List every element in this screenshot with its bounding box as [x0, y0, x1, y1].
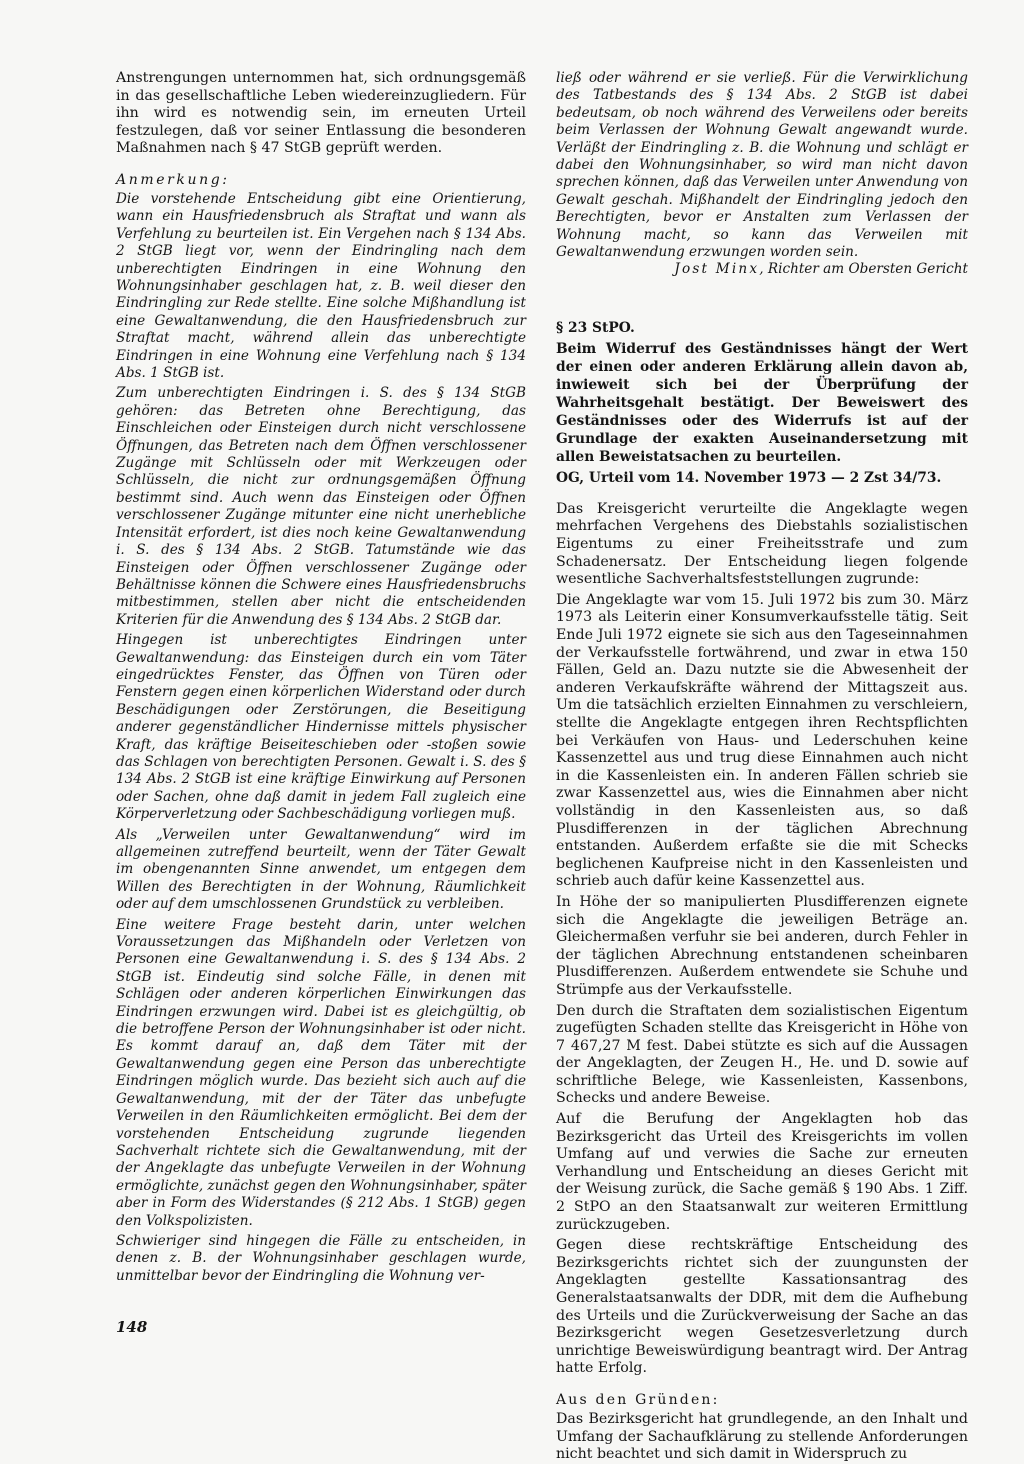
anmerkung-paragraph-3: Hingegen ist unberechtigtes Eindringen unter Gewaltanwendung: das Einsteigen durch ein vom Täter eingedrücktes Fenster, das Öffnen von Türen oder Fenstern gegen einen körperlichen Widerstand oder durch Beschädigungen oder Zerstörungen, die Beseitigung anderer gegenständlicher Hindernisse mittels physischer Kraft, das kräftige Beiseiteschieben oder -stoßen sowie das Schlagen von berechtigten Personen. Gewalt i. S. des § 134 Abs. 2 StGB ist eine kräftige Einwirkung auf Personen oder Sachen, ohne daß damit in jedem Fall zugleich eine Körperverletzung oder Sachbeschädigung vorliegen muß.	[116, 632, 526, 823]
author-name: Jost Minx	[674, 261, 760, 278]
court-citation: OG, Urteil vom 14. November 1973 — 2 Zst 34/73.	[556, 469, 942, 486]
headnote: Beim Widerruf des Geständnisses hängt der Wert der einen oder anderen Erklärung allein davon ab, inwieweit sich bei der Überprüfung der Wahrheitsgehalt bestätigt. Der Beweiswert des Geständnisses oder des Widerrufs ist auf der Grundlage der exakten Auseinandersetzung mit allen Beweistatsachen zu beurteilen.	[556, 340, 968, 465]
right-column	[556, 70, 968, 1464]
anmerkung-paragraph-1: Die vorstehende Entscheidung gibt eine Orientierung, wann ein Hausfriedensbruch als Straftat und wann als Verfehlung zu beurteilen ist. Ein Vergehen nach § 134 Abs. 2 StGB liegt vor, wenn der Eindringling nach dem unberechtigten Eindringen in eine Wohnung den Wohnungsinhaber geschlagen hat, z. B. weil dieser den Eindringling zur Rede stellte. Eine solche Mißhandlung ist eine Gewaltanwendung, die den Hausfriedensbruch zur Straftat macht, während allein das unberechtigte Eindringen in eine Wohnung eine Verfehlung nach § 134 Abs. 1 StGB ist.	[116, 190, 526, 382]
facts-paragraph-6: Gegen diese rechtskräftige Entscheidung des Bezirksgerichts richtet sich der zuungunsten der Angeklagten gestellte Kassationsantrag des Generalstaatsanwalts der DDR, mit dem die Aufhebung des Urteils und die Zurückverweisung der Sache an das Bezirksgericht wegen Gesetzesverletzung durch unrichtige Beweiswürdigung beantragt wird. Der Antrag hatte Erfolg.	[556, 1237, 968, 1377]
facts-paragraph-3: In Höhe der so manipulierten Plusdifferenzen eignete sich die Angeklagte die jeweiligen Beträge an. Gleichermaßen verfuhr sie bei anderen, durch Fehler in der täglichen Abrechnung entstandenen scheinbaren Plusdifferenzen. Außerdem entwendete sie Schuhe und Strümpfe aus der Verkaufsstelle.	[556, 893, 968, 998]
anmerkung-paragraph-5: Eine weitere Frage besteht darin, unter welchen Voraussetzungen das Mißhandeln oder Verletzen von Personen eine Gewaltanwendung i. S. des § 134 Abs. 2 StGB ist. Eindeutig sind solche Fälle, in denen mit Schlägen oder anderen körperlichen Einwirkungen das Eindringen erzwungen wird. Dabei ist es gleichgültig, ob die betroffene Person der Wohnungsinhaber ist oder nicht. Es kommt darauf an, daß dem Täter mit der Gewaltanwendung gegen eine Person das unberechtigte Eindringen möglich wurde. Das bezieht sich auch auf die Gewaltanwendung, mit der der Täter das unbefugte Verweilen in den Räumlichkeiten ermöglicht. Bei dem der vorstehenden Entscheidung zugrunde liegenden Sachverhalt richtete sich die Gewaltanwendung, mit der der Angeklagte das unbefugte Verweilen in der Wohnung ermöglichte, zunächst gegen den Wohnungsinhaber, später aber in Form des Widerstandes (§ 212 Abs. 1 StGB) gegen den Volkspolizisten.	[116, 916, 526, 1229]
anmerkung-heading: Anmerkung:	[116, 171, 230, 188]
gruende-paragraph: Das Bezirksgericht hat grundlegende, an den Inhalt und Umfang der Sachaufklärung zu stellende Anforderungen nicht beachtet und sich damit in Widerspruch zu	[556, 1410, 968, 1463]
anmerkung-paragraph-2: Zum unberechtigten Eindringen i. S. des § 134 StGB gehören: das Betreten ohne Berechtigung, das Einschleichen oder Einsteigen durch nicht verschlossene Öffnungen, das Betreten nach dem Öffnen verschlossener Zugänge mit Schlüsseln oder mit Werkzeugen oder Schlüsseln, die nicht zur ordnungsgemäßen Öffnung bestimmt sind. Auch wenn das Einsteigen oder Öffnen verschlossener Zugänge mitunter eine nicht unerhebliche Intensität erfordert, ist dies noch keine Gewaltanwendung i. S. des § 134 Abs. 2 StGB. Tatumstände wie das Einsteigen oder Öffnen verschlossener Zugänge oder Behältnisse können die Schwere eines Hausfriedensbruchs mitbestimmen, stellen aber nicht die entscheidenden Kriterien für die Anwendung des § 134 Abs. 2 StGB dar.	[116, 385, 526, 628]
anmerkung-continuation: ließ oder während er sie verließ. Für die Verwirklichung des Tatbestands des § 134 Abs. 2 StGB ist dabei bedeutsam, ob noch während des Verweilens oder bereits beim Verlassen der Wohnung Gewalt angewandt wurde. Verläßt der Eindringling z. B. die Wohnung und schlägt er dabei den Wohnungsinhaber, so wird man nicht davon sprechen können, daß das Verweilen unter Anwendung von Gewalt geschah. Mißhandelt der Eindringling jedoch den Berechtigten, bevor er Anstalten zum Verlassen der Wohnung macht, so kann das Verweilen mit Gewaltanwendung erzwungen worden sein.	[556, 70, 968, 261]
anmerkung-paragraph-6: Schwieriger sind hingegen die Fälle zu entscheiden, in denen z. B. der Wohnungsinhaber geschlagen wurde, unmittelbar bevor der Eindringling die Wohnung ver-	[116, 1232, 526, 1284]
author-title: , Richter am Obersten Gericht	[759, 261, 968, 278]
left-column	[116, 70, 526, 1285]
facts-paragraph-1: Das Kreisgericht verurteilte die Angeklagte wegen mehrfachen Vergehens des Diebstahls sozialistischen Eigentums zu einer Freiheitsstrafe und zum Schadenersatz. Der Entscheidung liegen folgende wesentliche Sachverhaltsfeststellungen zugrunde:	[556, 500, 968, 588]
facts-paragraph-5: Auf die Berufung der Angeklagten hob das Bezirksgericht das Urteil des Kreisgerichts im vollen Umfang auf und verwies die Sache zur erneuten Verhandlung und Entscheidung an dieses Gericht mit der Weisung zurück, die Sache gemäß § 190 Abs. 1 Ziff. 2 StPO an den Staatsanwalt zur weiteren Ermittlung zurückzugeben.	[556, 1111, 968, 1233]
section-reference: § 23 StPO.	[556, 319, 635, 336]
intro-paragraph: Anstrengungen unternommen hat, sich ordnungsgemäß in das gesellschaftliche Leben wiedereinzugliedern. Für ihn wird es notwendig sein, im erneuten Urteil festzulegen, daß vor seiner Entlassung die besonderen Maßnahmen nach § 47 StGB geprüft werden.	[116, 70, 526, 157]
facts-paragraph-4: Den durch die Straftaten dem sozialistischen Eigentum zugefügten Schaden stellte das Kreisgericht in Höhe von 7 467,27 M fest. Dabei stützte es sich auf die Aussagen der Angeklagten, der Zeugen H., He. und D. sowie auf schriftliche Belege, wie Kassenleisten, Kassenbons, Schecks und andere Beweise.	[556, 1002, 968, 1107]
gruende-heading: Aus den Gründen:	[556, 1391, 720, 1408]
facts-paragraph-2: Die Angeklagte war vom 15. Juli 1972 bis zum 30. März 1973 als Leiterin einer Konsumverkaufsstelle tätig. Seit Ende Juli 1972 eignete sie sich aus den Tageseinnahmen der Verkaufsstelle fortwährend, und zwar in etwa 150 Fällen, Geld an. Dazu nutzte sie die Abwesenheit der anderen Verkaufskräfte während der Mittagszeit aus. Um die tatsächlich erzielten Einnahmen zu verschleiern, stellte die Angeklagte entgegen ihren Rechtspflichten bei Verkäufen von Haus- und Lederschuhen keine Kassenzettel aus und trug diese Einnahmen auch nicht in die Kassenleisten ein. In anderen Fällen schrieb sie zwar Kassenzettel aus, wies die Einnahmen aber nicht vollständig in den Kassenleisten aus, so daß Plusdifferenzen in der täglichen Abrechnung entstanden. Außerdem erfaßte sie die mit Schecks beglichenen Kaufpreise nicht in den Kassenleisten und schrieb auch dafür keine Kassenzettel aus.	[556, 591, 968, 890]
page-number: 148	[116, 1318, 148, 1336]
anmerkung-paragraph-4: Als „Verweilen unter Gewaltanwendung“ wird im allgemeinen zutreffend beurteilt, wenn der Täter Gewalt im obengenannten Sinne anwendet, um entgegen dem Willen des Berechtigten in der Wohnung, Räumlichkeit oder auf dem umschlossenen Grundstück zu verbleiben.	[116, 826, 526, 913]
author-signature	[556, 261, 968, 278]
